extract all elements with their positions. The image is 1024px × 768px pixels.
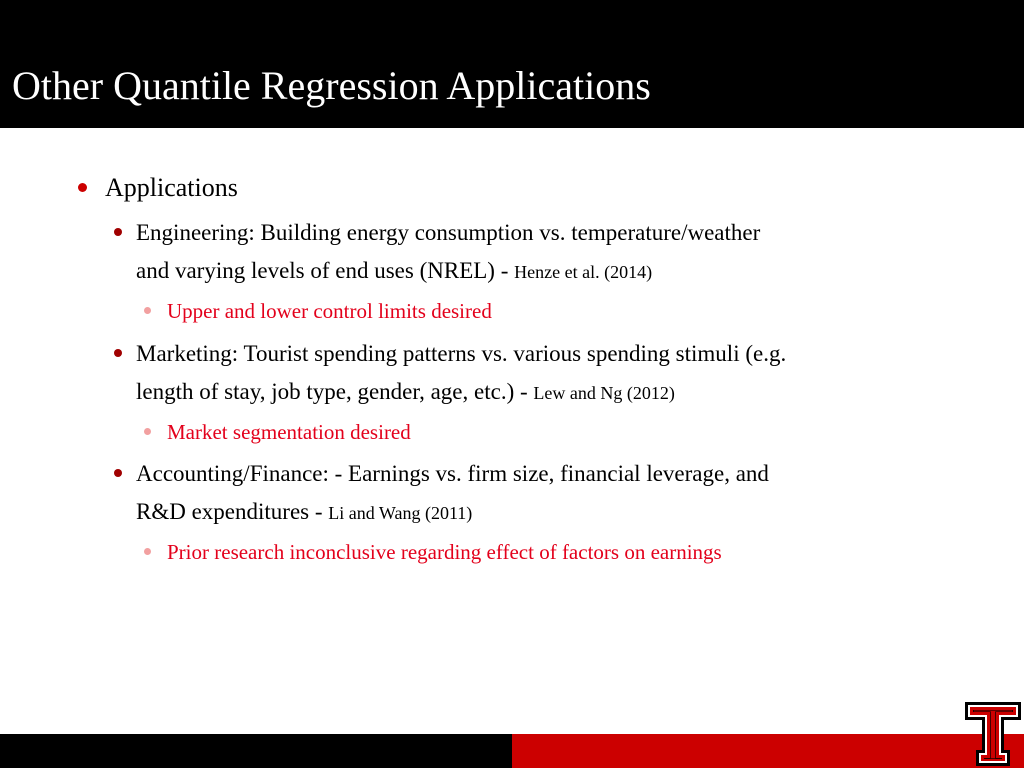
bullet-l3-icon: [144, 428, 151, 435]
level1-heading: Applications: [105, 173, 238, 202]
citation: Henze et al. (2014): [514, 262, 653, 282]
citation: Lew and Ng (2012): [533, 383, 675, 403]
item-line2: [136, 497, 472, 528]
bullet-l2-icon: [114, 349, 122, 357]
item-line1: Accounting/Finance: - Earnings vs. firm size, financial leverage, and: [136, 461, 769, 486]
bullet-l3-icon: [144, 548, 151, 555]
bullet-l1-icon: [78, 183, 87, 192]
citation: Li and Wang (2011): [328, 503, 473, 523]
item-line2: [136, 256, 652, 287]
sub-item: Upper and lower control limits desired: [167, 299, 492, 323]
item-line2-text: and varying levels of end uses (NREL) -: [136, 258, 515, 283]
item-line2-text: length of stay, job type, gender, age, etc.) -: [136, 379, 534, 404]
item-line2: [136, 377, 675, 408]
footer-bar-left: [0, 734, 512, 768]
item-line1: Engineering: Building energy consumption vs. temperature/weather: [136, 220, 761, 245]
bullet-l2-icon: [114, 469, 122, 477]
footer-bar-right: [512, 734, 1024, 768]
bullet-l3-icon: [144, 307, 151, 314]
sub-item: Prior research inconclusive regarding effect of factors on earnings: [167, 540, 722, 564]
item-line1: Marketing: Tourist spending patterns vs. various spending stimuli (e.g.: [136, 341, 787, 366]
sub-item: Market segmentation desired: [167, 420, 411, 444]
item-line2-text: R&D expenditures -: [136, 499, 329, 524]
slide-title: Other Quantile Regression Applications: [12, 63, 651, 108]
double-t-logo-icon: [964, 700, 1022, 768]
bullet-l2-icon: [114, 228, 122, 236]
